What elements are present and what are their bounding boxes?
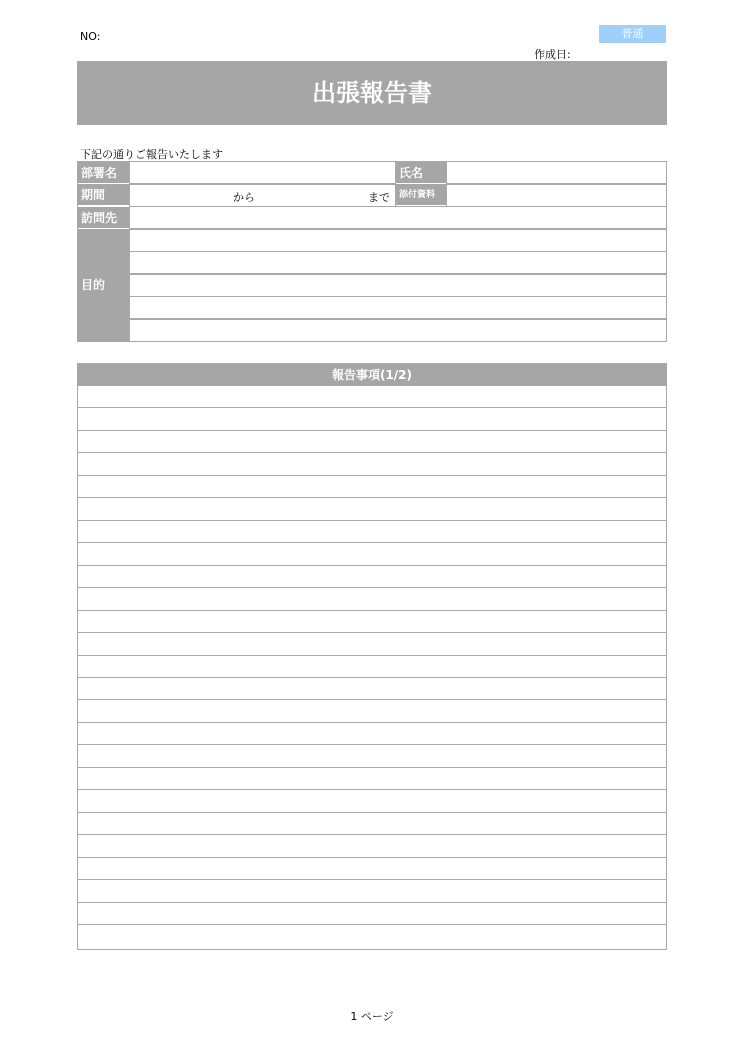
attachments-label-cell bbox=[396, 184, 446, 206]
creation-date-label: 作成日: bbox=[534, 48, 571, 61]
attachments-field[interactable] bbox=[446, 184, 667, 207]
period-to-text: まで bbox=[368, 191, 390, 204]
destination-label: 訪問先 bbox=[81, 211, 118, 225]
period-label: 期間 bbox=[81, 188, 106, 202]
report-line[interactable] bbox=[78, 386, 666, 408]
report-line[interactable] bbox=[78, 408, 666, 430]
document-number-label: NO: bbox=[80, 30, 101, 43]
name-label-cell bbox=[396, 162, 446, 184]
report-line[interactable] bbox=[78, 700, 666, 722]
report-table bbox=[77, 363, 667, 950]
period-from-text: から bbox=[233, 191, 255, 204]
department-label: 部署名 bbox=[81, 166, 118, 180]
purpose-label-cell bbox=[78, 229, 129, 341]
purpose-label: 目的 bbox=[81, 278, 106, 292]
report-line[interactable] bbox=[78, 745, 666, 767]
page-number: 1 ページ bbox=[350, 1010, 394, 1023]
intro-text: 下記の通りご報告いたします bbox=[80, 148, 223, 161]
name-label: 氏名 bbox=[399, 166, 424, 180]
purpose-line[interactable] bbox=[129, 251, 667, 274]
report-line[interactable] bbox=[78, 521, 666, 543]
report-line[interactable] bbox=[78, 925, 666, 947]
report-line[interactable] bbox=[78, 880, 666, 902]
report-line[interactable] bbox=[78, 656, 666, 678]
report-line[interactable] bbox=[78, 453, 666, 475]
destination-field[interactable] bbox=[129, 206, 667, 229]
purpose-line[interactable] bbox=[129, 229, 667, 252]
purpose-line[interactable] bbox=[129, 274, 667, 297]
department-field[interactable] bbox=[129, 161, 396, 184]
document-title: 出張報告書 bbox=[77, 61, 667, 125]
purpose-line[interactable] bbox=[129, 296, 667, 319]
report-line[interactable] bbox=[78, 858, 666, 880]
period-label-cell bbox=[78, 184, 129, 206]
attachments-label: 添付資料 bbox=[399, 190, 436, 200]
period-field[interactable] bbox=[129, 184, 396, 207]
report-line[interactable] bbox=[78, 790, 666, 812]
purpose-line[interactable] bbox=[129, 319, 667, 342]
destination-label-cell bbox=[78, 207, 129, 229]
report-line[interactable] bbox=[78, 678, 666, 700]
report-line[interactable] bbox=[78, 476, 666, 498]
priority-badge: 普通 bbox=[599, 25, 666, 43]
report-line[interactable] bbox=[78, 835, 666, 857]
report-line[interactable] bbox=[78, 813, 666, 835]
report-line[interactable] bbox=[78, 768, 666, 790]
report-line[interactable] bbox=[78, 611, 666, 633]
report-heading: 報告事項(1/2) bbox=[78, 364, 666, 386]
report-line[interactable] bbox=[78, 498, 666, 520]
department-label-cell bbox=[78, 162, 129, 184]
report-line[interactable] bbox=[78, 903, 666, 925]
report-line[interactable] bbox=[78, 431, 666, 453]
report-line[interactable] bbox=[78, 633, 666, 655]
report-line[interactable] bbox=[78, 723, 666, 745]
report-line[interactable] bbox=[78, 566, 666, 588]
report-line[interactable] bbox=[78, 543, 666, 565]
name-field[interactable] bbox=[446, 161, 667, 184]
report-line[interactable] bbox=[78, 588, 666, 610]
